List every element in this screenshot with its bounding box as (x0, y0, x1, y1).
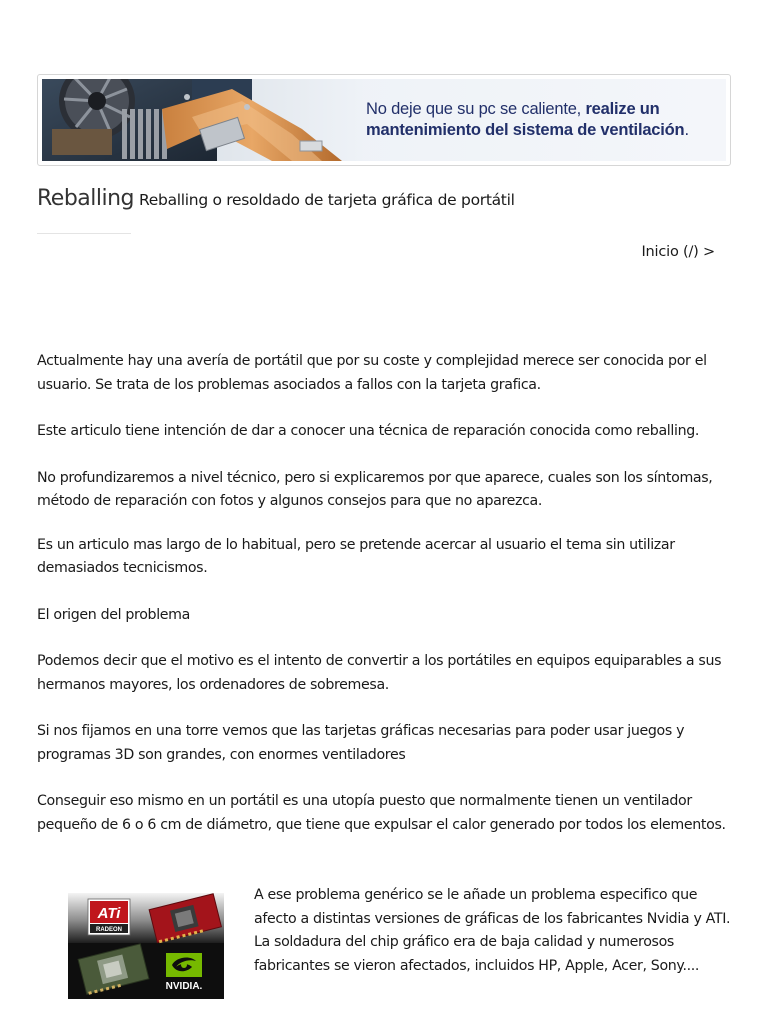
category-label[interactable]: Reballing (37, 186, 135, 211)
paragraph: No profundizaremos a nivel técnico, pero si explicaremos por que aparece, cuales son los síntomas, método de reparación con fotos y algunos consejos para que no aparezca. (37, 469, 713, 509)
article-body (37, 350, 737, 860)
banner-inner (42, 79, 726, 161)
laptop-fan-heatsink-image (42, 79, 362, 161)
banner-text-end: . (684, 121, 689, 139)
banner-text-bold: realize un mantenimiento del sistema de ventilación (366, 100, 685, 139)
banner-text (366, 99, 726, 141)
figure-paragraph: A ese problema genérico se le añade un problema especifico que afecto a distintas versiones de gráficas de los fabricantes Nvidia y ATI. La soldadura del chip gráfico era de baja calidad y numerosos fabricantes se vieron afectados, incluidos HP, Apple, Acer, Sony.... (254, 887, 731, 974)
paragraph: Podemos decir que el motivo es el intento de convertir a los portátiles en equipos equiparables a sus hermanos mayores, los ordenadores de sobremesa. (37, 653, 722, 693)
paragraph: Actualmente hay una avería de portátil que por su coste y complejidad merece ser conocida por el usuario. Se trata de los problemas asociados a fallos con la tarjeta grafica. (37, 353, 707, 393)
paragraph: Si nos fijamos en una torre vemos que las tarjetas gráficas necesarias para poder usar juegos y programas 3D son grandes, con enormes ventiladores (37, 723, 685, 763)
nvidia-logo-text: NVIDIA. (165, 981, 203, 992)
ati-logo-text: ATi (97, 905, 121, 922)
breadcrumb[interactable]: Inicio (/) > (641, 244, 715, 260)
section-heading: El origen del problema (37, 606, 190, 623)
paragraph: Es un articulo mas largo de lo habitual, pero se pretende acercar al usuario el tema sin utilizar demasiados tecnicismos. (37, 536, 675, 576)
article-title: Reballing o resoldado de tarjeta gráfica de portátil (139, 191, 515, 209)
ventilation-banner[interactable] (37, 74, 731, 166)
title-divider (37, 233, 131, 234)
ati-nvidia-graphics-cards-image (68, 893, 224, 999)
ati-logo-subtext: RADEON (95, 927, 123, 933)
paragraph: Conseguir eso mismo en un portátil es una utopía puesto que normalmente tienen un ventilador pequeño de 6 o 6 cm de diámetro, que tiene que expulsar el calor generado por todos los elementos. (37, 793, 726, 833)
paragraph: Este articulo tiene intención de dar a conocer una técnica de reparación conocida como reballing. (37, 423, 700, 439)
banner-text-regular: No deje que su pc se caliente, (366, 100, 586, 118)
page-title (37, 186, 737, 222)
